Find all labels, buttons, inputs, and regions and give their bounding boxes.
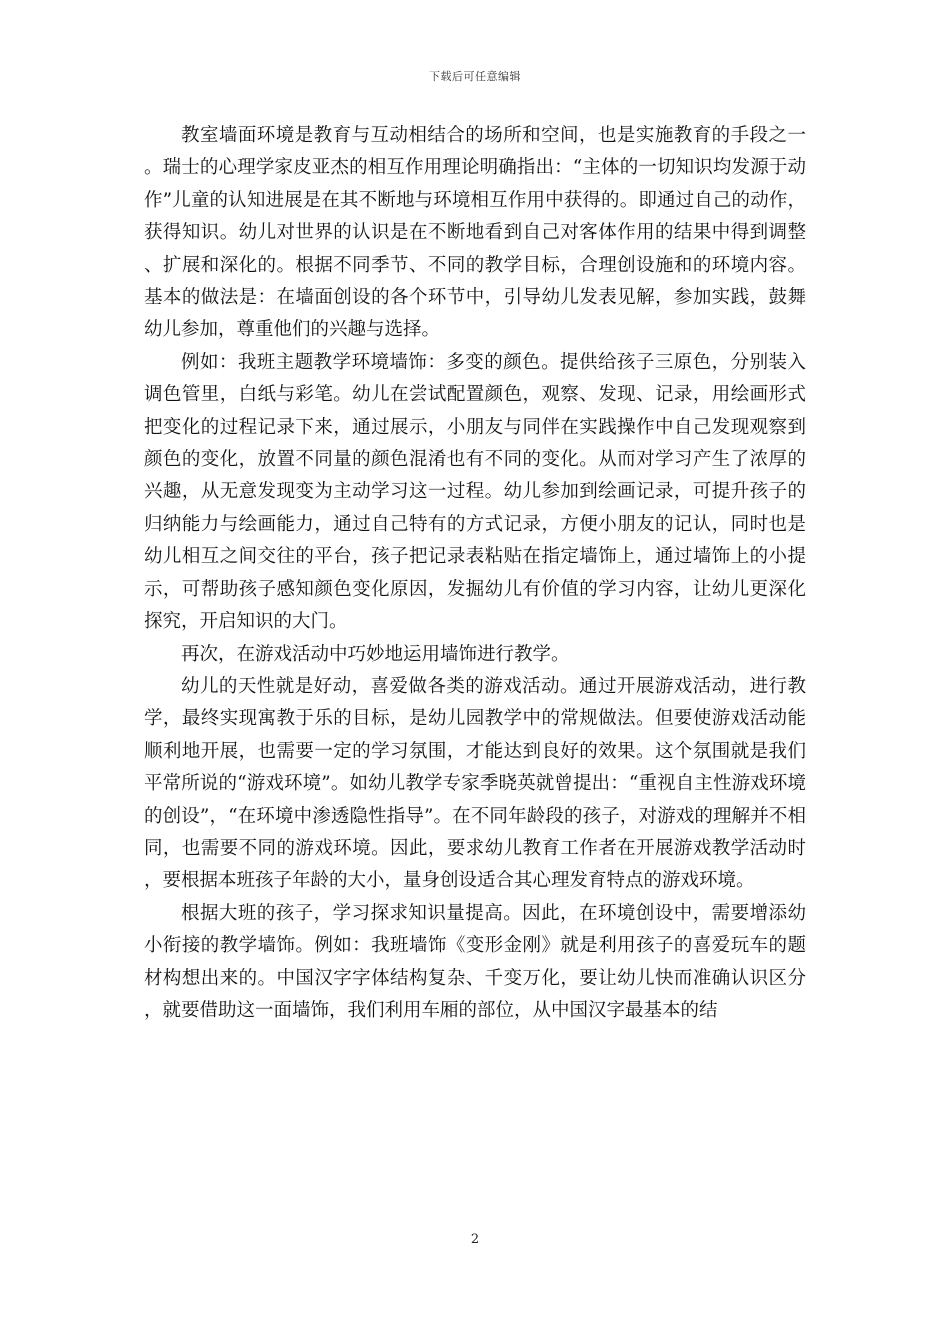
paragraph-game-intro: 再次，在游戏活动中巧妙地运用墙饰进行教学。 [181,643,570,665]
paragraph-color-example: 例如：我班主题教学环境墙饰：多变的颜色。提供给孩子三原色，分别装入调色管里，白纸与彩笔。幼儿在尝试配置颜色，观察、发现、记录，用绘画形式把变化的过程记录下来，通过展示，小朋友与同伴在实践操作中自己发现观察到颜色的变化，放置不同量的颜色混淆也有不同的变化。从而对学习产生了浓厚的兴趣，从无意发现变为主动学习这一过程。幼儿参加到绘画记录，可提升孩子的归纳能力与绘画能力，通过自己特有的方式记录，方便小朋友的记认，同时也是幼儿相互之间交往的平台，孩子把记录表粘贴在指定墙饰上，通过墙饰上的小提示，可帮助孩子感知颜色变化原因，发掘幼儿有价值的学习内容，让幼儿更深化探究，开启知识的大门。 [144,351,806,633]
paragraph-game-activities: 幼儿的天性就是好动，喜爱做各类的游戏活动。通过开展游戏活动，进行教学，最终实现寓教于乐的目标，是幼儿园教学中的常规做法。但要使游戏活动能顺利地开展，也需要一定的学习氛围，才能达到良好的效果。这个氛围就是我们平常所说的“游戏环境”。如幼儿教学专家季晓英就曾提出：“重视自主性游戏环境的创设”，“在环境中渗透隐性指导”。在不同年龄段的孩子，对游戏的理解并不相同，也需要不同的游戏环境。因此，要求幼儿教育工作者在开展游戏教学活动时，要根据本班孩子年龄的大小，量身创设适合其心理发育特点的游戏环境。 [144,675,806,892]
page-header: 下载后可任意编辑 [429,70,521,83]
page-number: 2 [470,1232,480,1247]
paragraph-transformers-example: 根据大班的孩子，学习探求知识量提高。因此，在环境创设中，需要增添幼小衔接的教学墙饰。例如：我班墙饰《变形金刚》就是利用孩子的喜爱玩车的题材构想出来的。中国汉字字体结构复杂、千变万化，要让幼儿快而准确认识区分，就要借助这一面墙饰，我们利用车厢的部位，从中国汉字最基本的结 [144,902,806,1021]
document-body [144,120,806,1027]
paragraph-wall-environment: 教室墙面环境是教育与互动相结合的场所和空间，也是实施教育的手段之一。瑞士的心理学家皮亚杰的相互作用理论明确指出：“主体的一切知识均发源于动作”儿童的认知进展是在其不断地与环境相互作用中获得的。即通过自己的动作，获得知识。幼儿对世界的认识是在不断地看到自己对客体作用的结果中得到调整、扩展和深化的。根据不同季节、不同的教学目标，合理创设施和的环境内容。基本的做法是：在墙面创设的各个环节中，引导幼儿发表见解，参加实践，鼓舞幼儿参加，尊重他们的兴趣与选择。 [144,125,806,341]
